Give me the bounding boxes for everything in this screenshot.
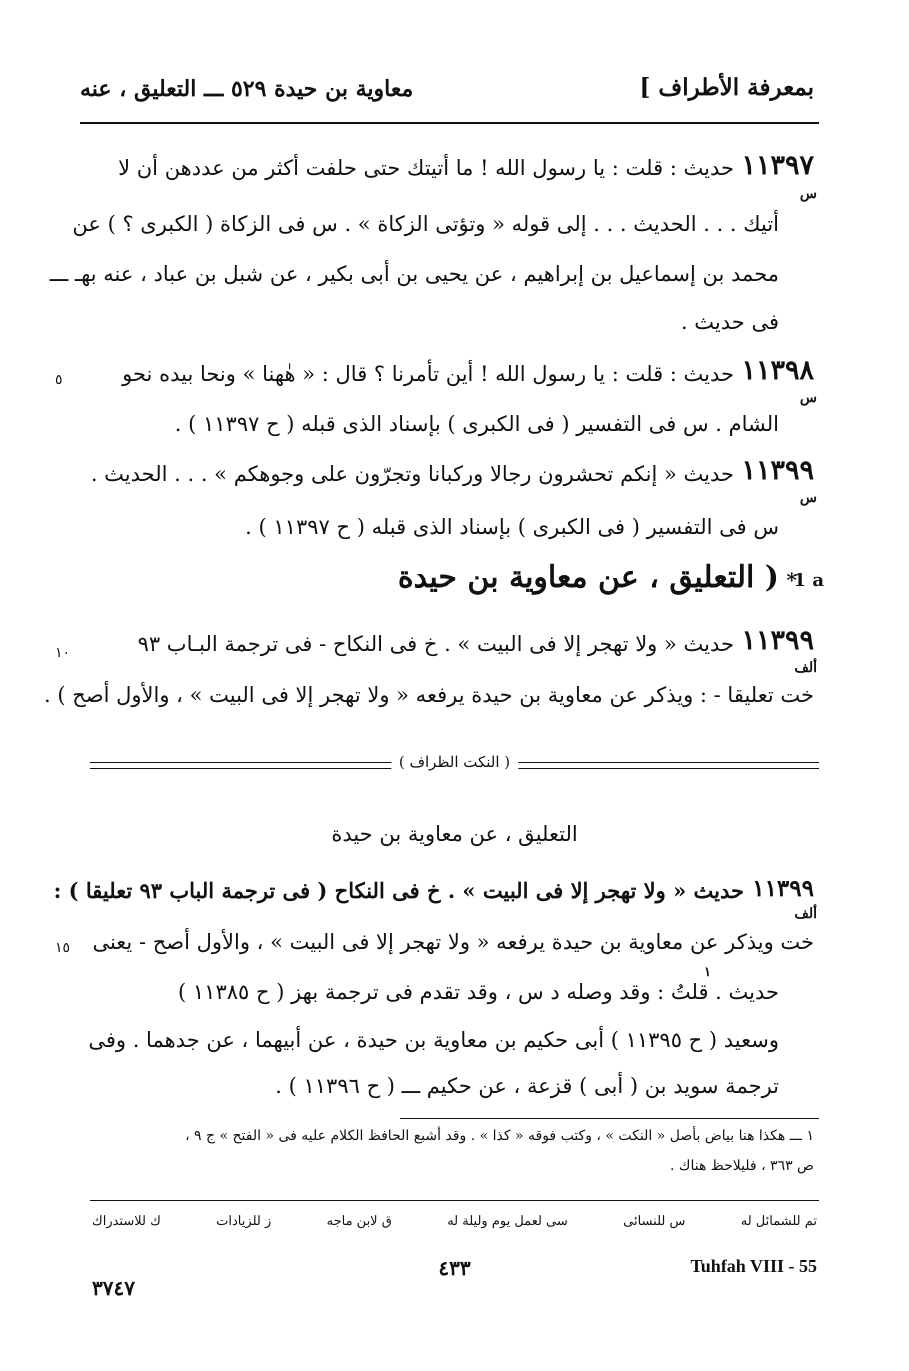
sigla-mark: س [799,390,817,406]
sigla-mark: س [799,186,817,202]
sigla-mark: س [799,490,817,506]
legend-item: سى لعمل يوم وليلة له [447,1214,568,1229]
hadith-number: ١١٣٩٨ [741,355,814,386]
nukat-line: ترجمة سويد بن ( أبى ) قزعة ، عن حكيم ـــ ( ح ١١٣٩٦ ) . [275,1074,779,1098]
footnote-line: ص ٣٦٣ ، فليلاحظ هناك . [670,1158,814,1174]
nukat-line: حديث . قلتُ : وقد وصله د س ، وقد تقدم فى ترجمة بهز ( ح ١١٣٨٥ ) [178,980,779,1004]
nukat-line: حديث « ولا تهجر إلا فى البيت » . خ فى النكاح ( فى ترجمة الباب ٩٣ تعليقا ) : [53,878,744,903]
margin-line-number: ٥ [55,372,63,388]
entry-line: الشام . س فى التفسير ( فى الكبرى ) بإسناد الذى قبله ( ح ١١٣٩٧ ) . [174,412,779,436]
entry-line: خت تعليقا - : ويذكر عن معاوية بن حيدة يرفعه « ولا تهجر إلا فى البيت » ، والأول أصح ) . [44,683,814,707]
sigla-legend [92,1214,817,1229]
running-header-title: معاوية بن حيدة ٥٢٩ ـــ التعليق ، عنه [80,76,414,102]
divider-title: ( النكت الظراف ) [391,753,518,771]
entry-line: حديث « إنكم تحشرون رجالا وركبانا وتجرّون على وجوهكم » . . . الحديث . [90,462,734,486]
entry-line: أتيك . . . الحديث . . . إلى قوله « وتؤتى الزكاة » . س فى الزكاة ( الكبرى ؟ ) عن [72,212,779,236]
footnote-rule [400,1118,819,1119]
sigla-mark: ألف [794,906,817,922]
legend-rule [90,1200,819,1201]
section-star: * [786,568,797,592]
nukat-title: التعليق ، عن معاوية بن حيدة [331,822,578,846]
margin-line-number: ١٥ [55,940,71,956]
section-title: ( التعليق ، عن معاوية بن حيدة [397,560,779,595]
hadith-number: ١١٣٩٩ [741,625,814,656]
nukat-line: خت ويذكر عن معاوية بن حيدة يرفعه « ولا تهجر إلا فى البيت » ، والأول أصح - يعنى [92,930,814,954]
entry-line: حديث : قلت : يا رسول الله ! أين تأمرنا ؟ قال : « هٰهنا » ونحا بيده نحو [122,362,734,386]
sigla-mark: ألف [794,660,817,676]
entry-line: حديث « ولا تهجر إلا فى البيت » . خ فى النكاح - فى ترجمة البـاب ٩٣ [137,632,734,656]
entry-line: س فى التفسير ( فى الكبرى ) بإسناد الذى قبله ( ح ١١٣٩٧ ) . [245,515,779,539]
hadith-number: ١١٣٩٧ [741,150,814,181]
footnote-reference: ١ [704,965,711,980]
legend-item: تم للشمائل له [740,1214,817,1229]
volume-label: Tuhfah VIII - 55 [690,1256,817,1276]
header-rule [80,122,819,124]
legend-item: ز للزيادات [216,1214,272,1229]
entry-line: حديث : قلت : يا رسول الله ! ما أتيتك حتى حلفت أكثر من عددهن أن لا [118,156,734,180]
margin-line-number: ١٠ [55,645,71,661]
hadith-number: ١١٣٩٩ [741,455,814,486]
legend-item: ك للاستدراك [92,1214,161,1229]
plate-number: ٣٧٤٧ [92,1276,135,1300]
page-number: ٤٣٣ [438,1256,471,1280]
entry-line: محمد بن إسماعيل بن إبراهيم ، عن يحيى بن أبى بكير ، عن شبل بن عباد ، عنه بهـ ـــ [49,262,779,286]
legend-item: ق لابن ماجه [326,1214,392,1229]
hadith-number: ١١٣٩٩ [752,875,814,902]
section-marker: 1 a [793,570,824,591]
footnote-line: ١ ـــ هكذا هنا بياض بأصل « النكت » ، وكتب فوقه « كذا » . وقد أشبع الحافظ الكلام عليه فى « الفتح » ج ٩ ، [185,1128,814,1144]
entry-line: فى حديث . [680,310,779,334]
running-header-right: بمعرفة الأطراف ] [639,74,814,101]
legend-item: س للنسائى [623,1214,686,1229]
nukat-line: وسعيد ( ح ١١٣٩٥ ) أبى حكيم بن معاوية بن حيدة ، عن أبيهما ، عن جدهما . وفى [88,1028,779,1052]
